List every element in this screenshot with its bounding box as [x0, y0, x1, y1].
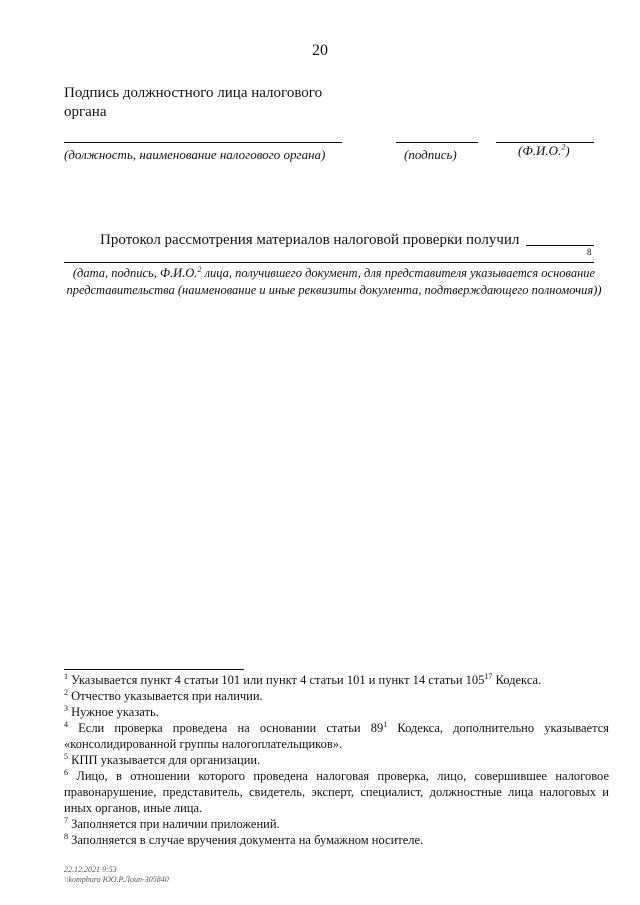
footnote-sup: 17 — [484, 671, 493, 681]
footnote-mark: 2 — [64, 687, 68, 697]
footnote-8 — [64, 832, 609, 848]
hint-part1: (дата, подпись, Ф.И.О. — [72, 266, 198, 280]
footnote-5 — [64, 752, 609, 768]
footnotes — [64, 672, 609, 848]
footnote-tail: Кодекса, дополнительно указывается «консолидированной группы налогоплательщиков». — [64, 721, 609, 751]
footnote-1 — [64, 672, 609, 688]
protocol-footnote-mark: 8 — [587, 247, 592, 257]
protocol-short-line — [526, 245, 594, 246]
footnote-7 — [64, 816, 609, 832]
footnote-text: Лицо, в отношении которого проведена налоговая проверка, лицо, совершившее налоговое правонарушение, представитель, свидетель, эксперт, специалист, должностные лица налоговых и иных органов, иные лица. — [64, 769, 610, 815]
footnote-6 — [64, 768, 609, 816]
footnote-text: Указывается пункт 4 статьи 101 или пункт 4 статьи 101 и пункт 14 статьи 105 — [71, 673, 485, 687]
caption-name-sup: 2 — [561, 142, 566, 152]
footnote-text: КПП указывается для организации. — [71, 753, 261, 767]
caption-name-close: ) — [565, 143, 570, 158]
footnote-mark: 3 — [64, 703, 68, 713]
signature-line — [396, 142, 478, 143]
page-number: 20 — [312, 42, 328, 59]
signature-title: Подпись должностного лица налогового органа — [64, 85, 323, 120]
footnote-mark: 5 — [64, 751, 68, 761]
stamp-path: \\kompburo ЮО.Р.Лоип-305840 — [64, 875, 169, 884]
footnote-2 — [64, 688, 609, 704]
caption-name — [518, 143, 570, 159]
caption-name-text: (Ф.И.О. — [518, 143, 562, 158]
footnote-text: Заполняется в случае вручения документа на бумажном носителе. — [71, 833, 424, 847]
position-line — [64, 142, 342, 143]
protocol-hint — [64, 265, 604, 299]
footnote-mark: 1 — [64, 671, 68, 681]
stamp-datetime: 22.12.2021 9:53 — [64, 865, 117, 874]
footnote-text: Нужное указать. — [71, 705, 159, 719]
footnote-sup: 1 — [383, 719, 388, 729]
footnote-text: Заполняется при наличии приложений. — [71, 817, 280, 831]
print-stamp — [64, 865, 169, 885]
caption-position: (должность, наименование налогового органа) — [64, 147, 326, 162]
protocol-text: Протокол рассмотрения материалов налоговой проверки получил — [100, 232, 520, 248]
hint-part2: лица, получившего документ, для представителя указывается основание представительства (наименование и иные реквизиты документа, подтверждающего полномочия)) — [66, 266, 602, 297]
protocol-full-line — [64, 262, 594, 263]
caption-signature: (подпись) — [404, 147, 457, 162]
footnote-4 — [64, 720, 609, 752]
footnote-rule — [64, 669, 244, 670]
footnote-tail: Кодекса. — [492, 673, 542, 687]
footnote-text: Отчество указывается при наличии. — [71, 689, 263, 703]
hint-sup: 2 — [197, 264, 202, 274]
footnote-mark: 6 — [64, 767, 68, 777]
footnote-mark: 8 — [64, 831, 68, 841]
footnote-3 — [64, 704, 609, 720]
footnote-mark: 7 — [64, 815, 68, 825]
footnote-mark: 4 — [64, 719, 68, 729]
footnote-text: Если проверка проведена на основании статьи 89 — [78, 721, 384, 735]
